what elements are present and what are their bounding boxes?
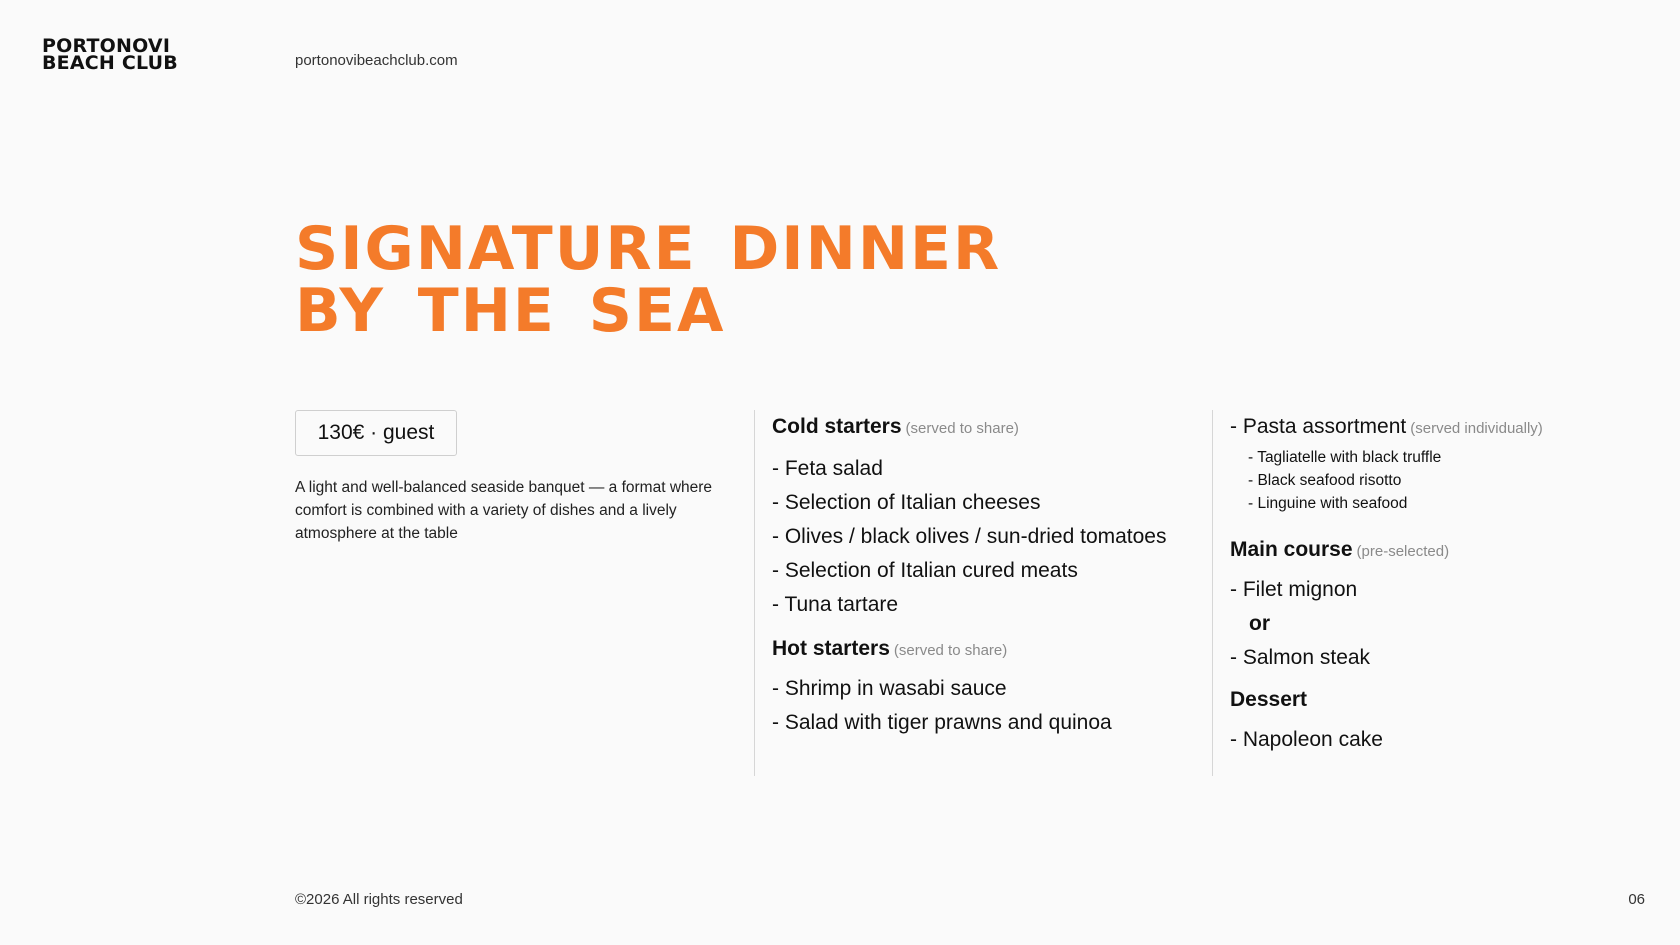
cold-starters-note: (served to share)	[905, 420, 1019, 437]
main-course-heading	[1230, 533, 1652, 567]
list-item: - Filet mignon	[1230, 578, 1358, 601]
list-item: - Black seafood risotto	[1248, 472, 1402, 489]
intro-text: A light and well-balanced seaside banquet — a format where comfort is combined with a variety of dishes and a lively atmosphere at the table	[295, 479, 713, 542]
list-item: - Tagliatelle with black truffle	[1248, 449, 1442, 466]
dessert-heading: Dessert	[1230, 688, 1308, 711]
pasta-heading	[1230, 410, 1652, 444]
site-url-link[interactable]: portonovibeachclub.com	[295, 52, 458, 69]
hot-starters-heading	[772, 632, 1194, 666]
list-item: - Selection of Italian cheeses	[772, 491, 1041, 514]
main-course-title: Main course	[1230, 538, 1353, 561]
pasta-title: - Pasta assortment	[1230, 415, 1407, 438]
cold-starters-title: Cold starters	[772, 415, 902, 438]
list-item: - Salad with tiger prawns and quinoa	[772, 711, 1112, 734]
main-course-list	[1230, 575, 1652, 673]
list-item: - Linguine with seafood	[1248, 495, 1408, 512]
brand-logo-line2: BEACH CLUB	[42, 52, 178, 74]
pasta-note: (served individually)	[1410, 420, 1543, 437]
menu-column-starters	[754, 410, 1194, 776]
menu-column-mains	[1212, 410, 1652, 776]
page-title-line2: BY THE SEA	[295, 276, 726, 346]
list-item: - Olives / black olives / sun-dried tomatoes	[772, 525, 1167, 548]
list-item: - Napoleon cake	[1230, 728, 1383, 751]
pasta-list	[1230, 446, 1652, 515]
hot-starters-list	[772, 674, 1194, 738]
cold-starters-heading	[772, 410, 1194, 444]
list-item: - Shrimp in wasabi sauce	[772, 677, 1007, 700]
page-number: 06	[1628, 891, 1645, 908]
hot-starters-title: Hot starters	[772, 637, 890, 660]
page-title	[295, 214, 1002, 346]
list-item: - Tuna tartare	[772, 593, 899, 616]
list-item: - Selection of Italian cured meats	[772, 559, 1078, 582]
dessert-list	[1230, 725, 1652, 755]
list-item: - Salmon steak	[1230, 646, 1371, 669]
main-course-note: (pre-selected)	[1356, 543, 1450, 560]
hot-starters-note: (served to share)	[893, 642, 1008, 659]
or-separator: or	[1249, 612, 1270, 635]
page-title-line1: SIGNATURE DINNER	[295, 214, 1002, 284]
footer-copyright: ©2026 All rights reserved	[295, 891, 463, 908]
brand-logo[interactable]	[42, 35, 178, 74]
price-badge: 130€ · guest	[295, 410, 457, 456]
brand-logo-line1: PORTONOVI	[42, 35, 171, 57]
cold-starters-list	[772, 454, 1194, 620]
list-item: - Feta salad	[772, 457, 883, 480]
